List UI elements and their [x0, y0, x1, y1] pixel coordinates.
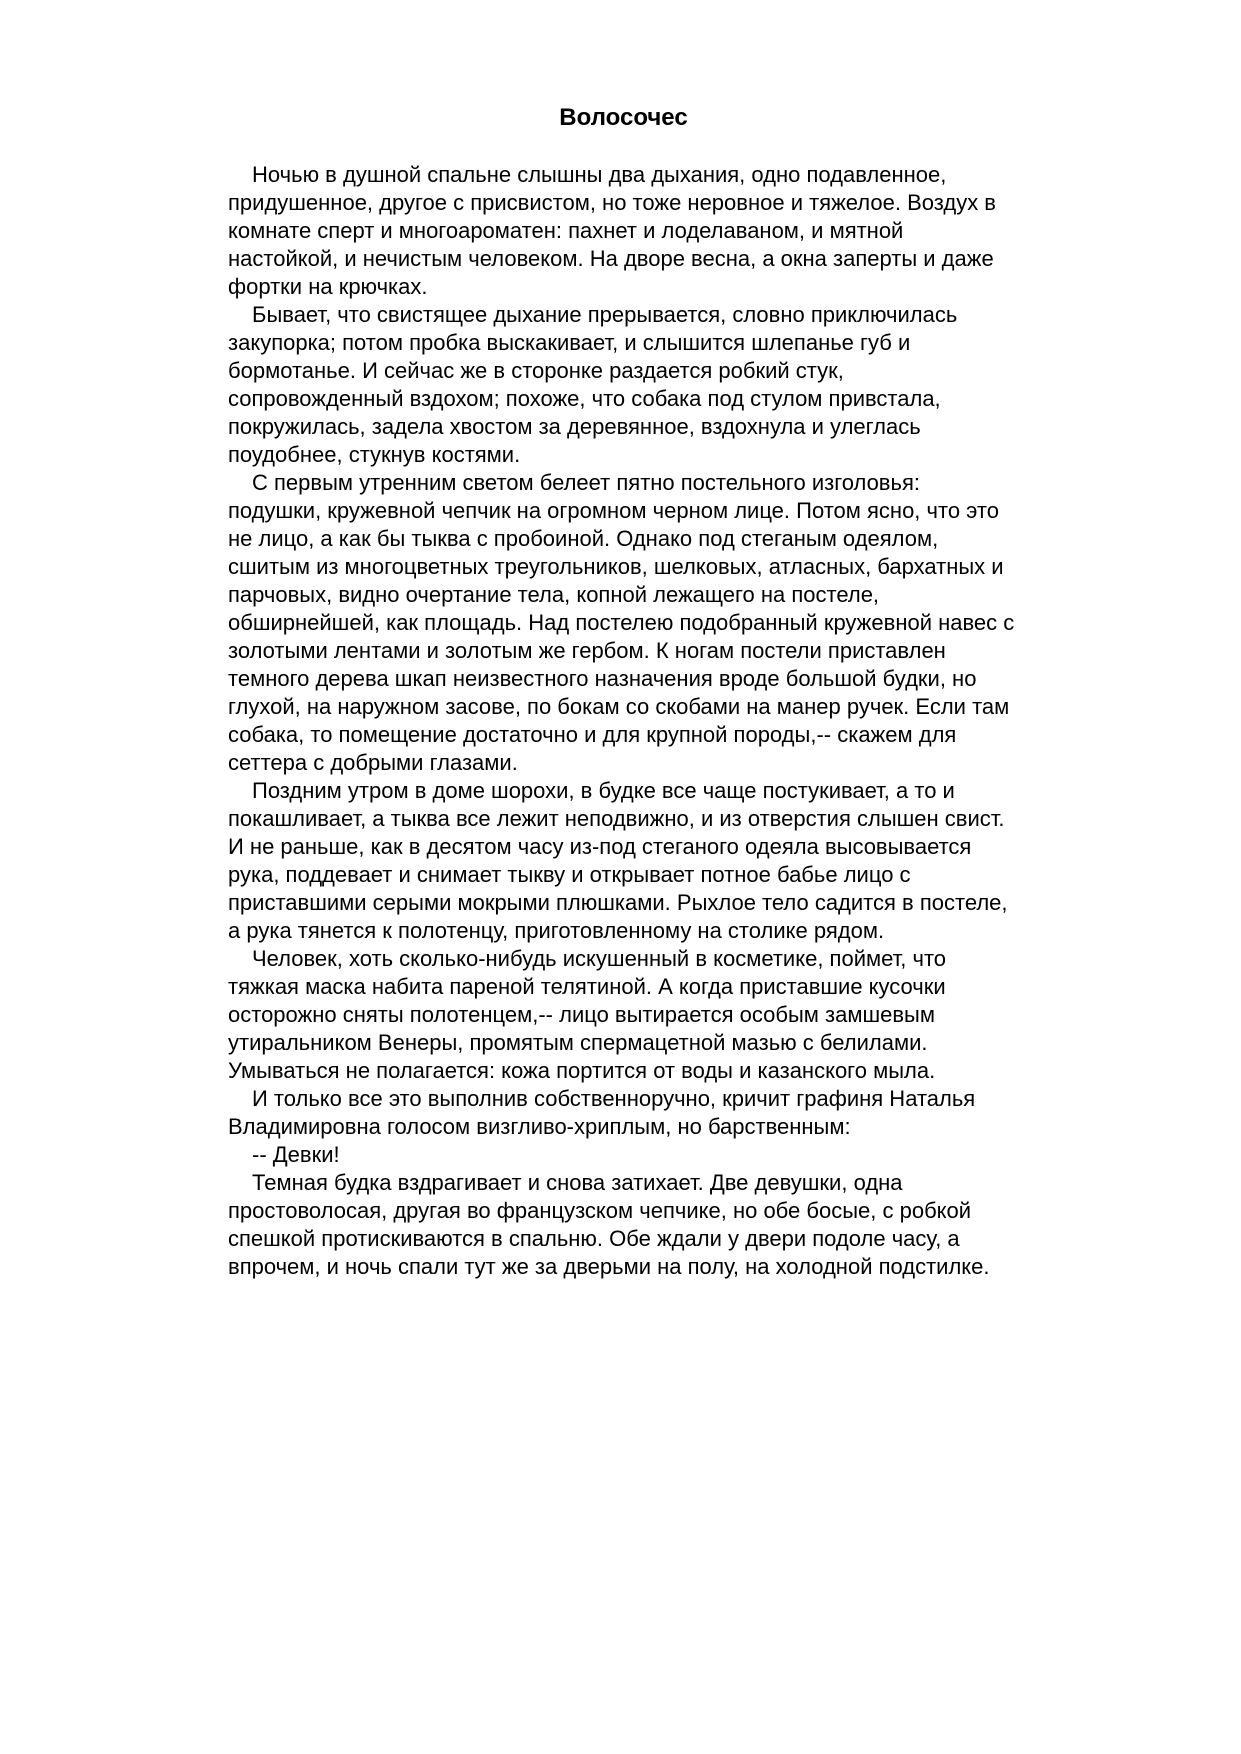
paragraph: С первым утренним светом белеет пятно постельного изголовья: подушки, кружевной чепчик на огромном черном лице. Потом ясно, что это не лицо, а как бы тыква с пробоиной. Однако под стеганым одеялом, сшитым из многоцветных треугольников, шелковых, атласных, бархатных и парчовых, видно очертание тела, копной лежащего на постеле, обширнейшей, как площадь. Над постелею подобранный кружевной навес с золотыми лентами и золотым же гербом. К ногам постели приставлен темного дерева шкап неизвестного назначения вроде большой будки, но глухой, на наружном засове, по бокам со скобами на манер ручек. Если там собака, то помещение достаточно и для крупной породы,-- скажем для сеттера с добрыми глазами.	[228, 470, 1015, 775]
paragraph: И только все это выполнив собственноручно, кричит графиня Наталья Владимировна голосом визгливо-хриплым, но барственным:	[228, 1086, 976, 1139]
paragraph: Темная будка вздрагивает и снова затихает. Две девушки, одна простоволосая, другая во французском чепчике, но обе босые, с робкой спешкой протискиваются в спальню. Обе ждали у двери подоле часу, а впрочем, и ночь спали тут же за дверьми на полу, на холодной подстилке.	[228, 1170, 990, 1279]
document-title: Волосочес	[559, 104, 688, 131]
paragraph: Поздним утром в доме шорохи, в будке все чаще постукивает, а то и покашливает, а тыква все лежит неподвижно, и из отверстия слышен свист. И не раньше, как в десятом часу из-под стеганого одеяла высовывается рука, поддевает и снимает тыкву и открывает потное бабье лицо с приставшими серыми мокрыми плюшками. Рыхлое тело садится в постеле, а рука тянется к полотенцу, приготовленному на столике рядом.	[228, 778, 1008, 943]
paragraph: Бывает, что свистящее дыхание прерывается, словно приключилась закупорка; потом пробка выскакивает, и слышится шлепанье губ и бормотанье. И сейчас же в сторонке раздается робкий стук, сопровожденный вздохом; похоже, что собака под стулом привстала, покружилась, задела хвостом за деревянное, вздохнула и улеглась поудобнее, стукнув костями.	[228, 302, 958, 467]
paragraph: Ночью в душной спальне слышны два дыхания, одно подавленное, придушенное, другое с присвистом, но тоже неровное и тяжелое. Воздух в комнате сперт и многоароматен: пахнет и лоделаваном, и мятной настойкой, и нечистым человеком. На дворе весна, а окна заперты и даже фортки на крючках.	[228, 162, 996, 299]
paragraph: Человек, хоть сколько-нибудь искушенный в косметике, поймет, что тяжкая маска набита пареной телятиной. А когда приставшие кусочки осторожно сняты полотенцем,-- лицо вытирается особым замшевым утиральником Венеры, промятым спермацетной мазью с белилами. Умываться не полагается: кожа портится от воды и казанского мыла.	[228, 946, 947, 1083]
paragraph: -- Девки!	[252, 1142, 340, 1167]
